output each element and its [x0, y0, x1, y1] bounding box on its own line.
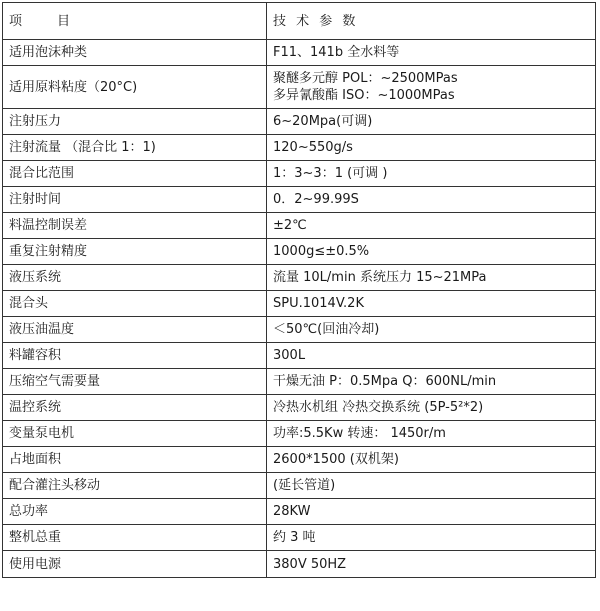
row-item-label: 使用电源: [3, 551, 267, 578]
row-value: 300L: [267, 343, 596, 369]
row-value: F11、141b 全水料等: [267, 40, 596, 66]
row-item-label: 整机总重: [3, 525, 267, 551]
row-value: 120~550g/s: [267, 135, 596, 161]
row-value: 1000g≤±0.5%: [267, 239, 596, 265]
table-row: [3, 265, 596, 291]
row-item-label: 液压油温度: [3, 317, 267, 343]
row-item-label: 配合灌注头移动: [3, 473, 267, 499]
table-row: [3, 369, 596, 395]
row-item-label: 适用泡沫种类: [3, 40, 267, 66]
table-row: [3, 66, 596, 109]
table-row: [3, 525, 596, 551]
row-value: 约 3 吨: [267, 525, 596, 551]
row-value-line: 聚醚多元醇 POL：~2500MPas: [273, 71, 458, 86]
row-item-label: 变量泵电机: [3, 421, 267, 447]
row-item-label: 混合比范围: [3, 161, 267, 187]
row-item-label: 重复注射精度: [3, 239, 267, 265]
row-value: 流量 10L/min 系统压力 15~21MPa: [267, 265, 596, 291]
table-row: [3, 109, 596, 135]
spec-table: [2, 2, 596, 578]
table-row: [3, 135, 596, 161]
table-row: [3, 343, 596, 369]
table-row: [3, 213, 596, 239]
row-item-label: 注射压力: [3, 109, 267, 135]
row-value: 冷热水机组 冷热交换系统 (5P-5²*2): [267, 395, 596, 421]
row-item-label: 注射时间: [3, 187, 267, 213]
row-item-label: 料罐容积: [3, 343, 267, 369]
table-row: [3, 40, 596, 66]
table-row: [3, 239, 596, 265]
table-row: [3, 161, 596, 187]
row-item-label: 液压系统: [3, 265, 267, 291]
table-row: [3, 291, 596, 317]
spec-table-body: [3, 3, 596, 578]
row-item-label: 适用原料粘度（20°C): [3, 66, 267, 109]
row-value: 功率:5.5Kw 转速： 1450r/m: [267, 421, 596, 447]
row-value: SPU.1014V.2K: [267, 291, 596, 317]
row-item-label: 总功率: [3, 499, 267, 525]
row-value: 6~20Mpa(可调): [267, 109, 596, 135]
table-row: [3, 473, 596, 499]
row-value: (延长管道): [267, 473, 596, 499]
table-header-row: [3, 3, 596, 40]
row-value: 28KW: [267, 499, 596, 525]
row-item-label: 料温控制误差: [3, 213, 267, 239]
row-value: ＜50℃(回油冷却): [267, 317, 596, 343]
table-row: [3, 395, 596, 421]
row-value: ±2℃: [267, 213, 596, 239]
table-row: [3, 421, 596, 447]
header-item: 项 目: [3, 3, 267, 40]
table-row: [3, 551, 596, 578]
table-row: [3, 499, 596, 525]
header-parameter: 技 术 参 数: [267, 3, 596, 40]
row-item-label: 温控系统: [3, 395, 267, 421]
table-row: [3, 317, 596, 343]
row-value: 0．2~99.99S: [267, 187, 596, 213]
row-item-label: 压缩空气需要量: [3, 369, 267, 395]
row-value: 2600*1500 (双机架): [267, 447, 596, 473]
row-item-label: 注射流量 （混合比 1：1): [3, 135, 267, 161]
row-value: [267, 66, 596, 109]
table-row: [3, 447, 596, 473]
table-row: [3, 187, 596, 213]
row-value: 380V 50HZ: [267, 551, 596, 578]
row-item-label: 占地面积: [3, 447, 267, 473]
row-item-label: 混合头: [3, 291, 267, 317]
row-value: 干燥无油 P：0.5Mpa Q：600NL/min: [267, 369, 596, 395]
row-value-line: 多异氰酸酯 ISO：~1000MPas: [273, 88, 455, 103]
row-value: 1：3~3：1 (可调 ): [267, 161, 596, 187]
